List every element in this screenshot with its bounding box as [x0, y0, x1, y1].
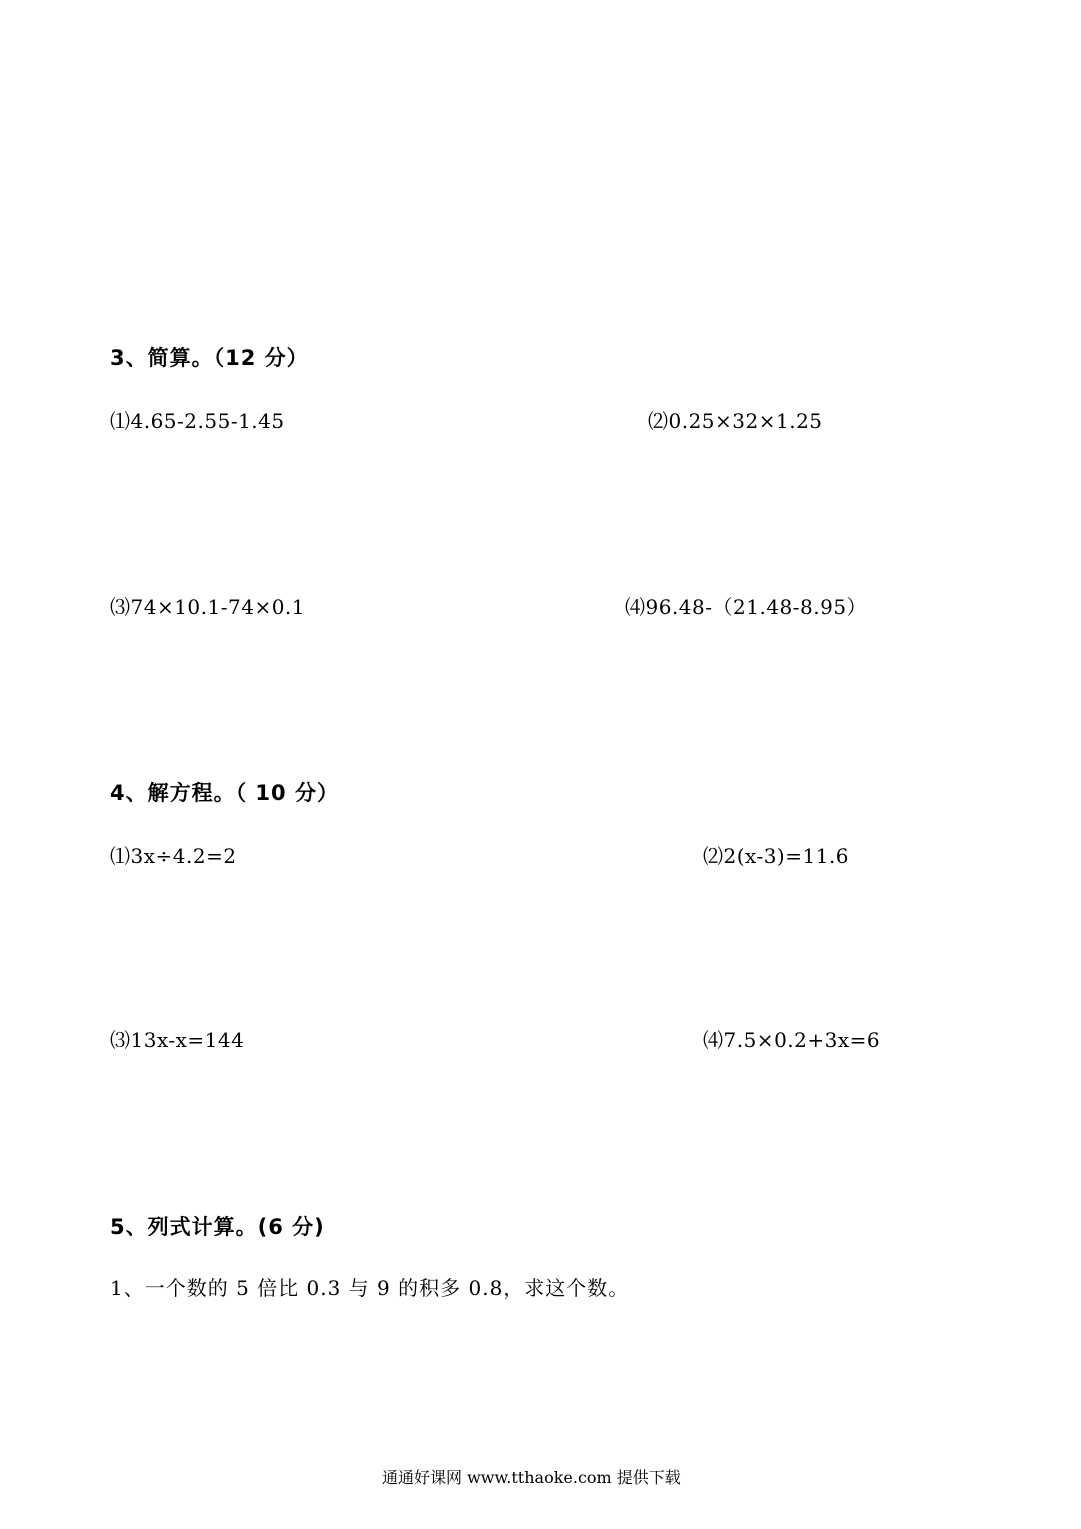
section3-item-2: ⑵0.25×32×1.25 — [648, 409, 823, 433]
section5-question-1: 1、一个数的 5 倍比 0.3 与 9 的积多 0.8，求这个数。 — [110, 1276, 630, 1300]
section4-item-2: ⑵2(x-3)=11.6 — [703, 844, 850, 868]
section4-heading: 4、解方程。（ 10 分） — [110, 781, 339, 805]
section4-item-4: ⑷7.5×0.2+3x=6 — [703, 1028, 881, 1052]
section5-heading: 5、列式计算。(6 分) — [110, 1215, 325, 1239]
section4-item-1: ⑴3x÷4.2=2 — [110, 844, 237, 868]
section4-item-3: ⑶13x-x=144 — [110, 1028, 245, 1052]
section3-item-4: ⑷96.48-（21.48-8.95） — [625, 595, 868, 619]
footer-text: 通通好课网 www.tthaoke.com 提供下载 — [382, 1468, 681, 1487]
section3-item-1: ⑴4.65-2.55-1.45 — [110, 409, 285, 433]
section3-item-3: ⑶74×10.1-74×0.1 — [110, 595, 306, 619]
section3-heading: 3、简算。（12 分） — [110, 346, 309, 370]
